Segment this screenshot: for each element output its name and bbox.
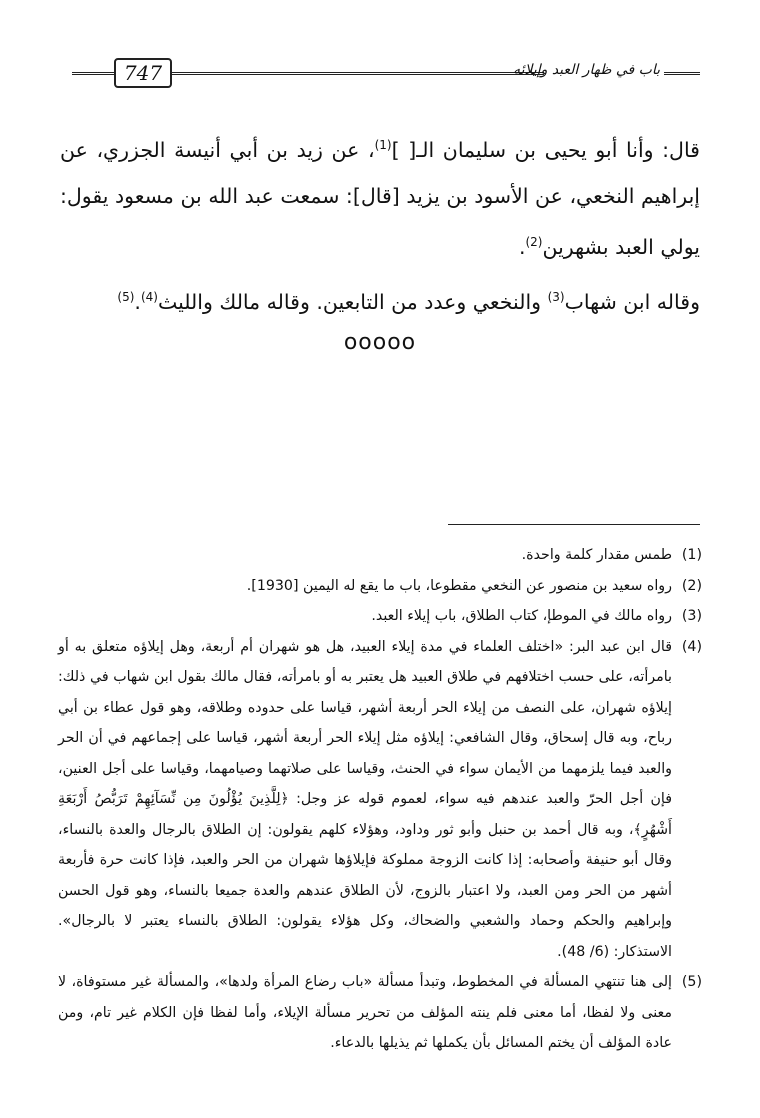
page-header bbox=[72, 58, 700, 92]
paragraph-2-text-a: وقاله ابن شهاب bbox=[564, 289, 700, 314]
footnote-text: طمس مقدار كلمة واحدة. bbox=[521, 547, 672, 563]
main-text bbox=[60, 122, 700, 324]
footnote-ref-3: (3) bbox=[547, 289, 565, 304]
footnote-3 bbox=[58, 601, 702, 632]
footnote-ref-1: (1) bbox=[374, 138, 392, 152]
footnote-text: رواه سعيد بن منصور عن النخعي مقطوعا، باب ما يقع له اليمين [1930]. bbox=[246, 577, 672, 594]
paragraph-1 bbox=[60, 122, 700, 270]
footnote-ref-2: (2) bbox=[525, 234, 543, 249]
footnote-text: إلى هنا تنتهي المسألة في المخطوط، وتبدأ مسألة «باب رضاع المرأة ولدها»، والمسألة غير مستوفاة، لا معنى ولا لفظا، أما معنى فلم ينته المؤلف من تحرير مسألة الإيلاء، وأما لفظا فإن الكلام غير تام، ومن عادة المؤلف أن يختم المسائل بأن يكملها ثم يذيلها بالدعاء. bbox=[58, 974, 672, 1051]
paragraph-1-text-a: قال: وأنا أبو يحيى بن سليمان الـ[ ] bbox=[391, 137, 700, 162]
footnote-ref-5: (5) bbox=[117, 289, 135, 304]
running-title: باب في ظهار العبد وإيلائه bbox=[513, 62, 660, 78]
footnote-number: (3) bbox=[681, 608, 702, 624]
footnote-separator bbox=[448, 524, 700, 525]
footnote-number: (2) bbox=[681, 577, 702, 594]
page-number: 747 bbox=[114, 58, 172, 88]
footnote-number: (4) bbox=[681, 638, 702, 655]
paragraph-1-text-b: ، عن زيد بن أبي أنيسة الجزري، عن إبراهيم النخعي، عن الأسود بن يزيد [قال]: سمعت عبد الله بن مسعود يقول: يولي العبد بشهرين bbox=[60, 137, 700, 259]
footnote-5 bbox=[58, 967, 702, 1059]
header-rule-middle bbox=[172, 72, 544, 75]
paragraph-1-end: . bbox=[518, 234, 526, 259]
section-ornament: ooooo bbox=[343, 330, 417, 355]
footnote-4 bbox=[58, 632, 702, 968]
paragraph-2-text-b: والنخعي وعدد من التابعين. وقاله مالك والليث bbox=[157, 289, 548, 314]
footnote-text: قال ابن عبد البر: «اختلف العلماء في مدة إيلاء العبيد، هل هو شهران أم أربعة، وهل إيلاؤه متعلق به أو بامرأته، على حسب اختلافهم في طلاق العبيد هل يعتبر به أو بامرأته، فقال مالك بقول ابن شهاب في ذلك: إيلاؤه شهران، على النصف من إيلاء الحر أربعة أشهر، قياسا على حدوده وطلاقه، وهو قول عطاء بن أبي رباح، وبه قال إسحاق، وقال الشافعي: إيلاؤه مثل إيلاء الحر أربعة أشهر، قياسا على إجماعهم في أن الحر والعبد فيما يلزمهما من الأيمان سواء في الحنث، وقياسا على صلاتهما وصيامهما، وقياسا على أجل العنين، فإن أجل الحرّ والعبد عندهم فيه سواء، لعموم قوله عز وجل: ﴿لِلَّذِينَ يُؤْلُونَ مِن نِّسَآئِهِمْ تَرَبُّصُ أَرْبَعَةِ أَشْهُرٍ﴾، وبه قال أحمد بن حنبل وأبو ثور وداود، وهؤلاء كلهم يقولون: إن الطلاق بالرجال والعدة بالنساء، وقال أبو حنيفة وأصحابه: إذا كانت الزوجة مملوكة فإيلاؤها شهران من الحر والعبد، فإذا كانت حرة فأربعة أشهر من الحر ومن العبد، ولا اعتبار بالزوج، لأن الطلاق عندهم والعدة جميعا بالنساء، وهو قول الحسن وإبراهيم والحكم وحماد والشعبي والضحاك، وكل هؤلاء يقولون: الطلاق بالنساء يعتبر لا بالرجال». الاستذكار: (6/ 48). bbox=[58, 638, 672, 960]
footnote-1 bbox=[58, 540, 702, 571]
footnote-text: رواه مالك في الموطإ، كتاب الطلاق، باب إيلاء العبد. bbox=[371, 608, 672, 624]
footnotes bbox=[58, 540, 702, 1059]
header-rule-left bbox=[72, 72, 114, 75]
footnote-ref-4: (4) bbox=[140, 289, 158, 304]
header-rule-right bbox=[664, 72, 700, 75]
footnote-2 bbox=[58, 571, 702, 602]
footnote-number: (5) bbox=[681, 974, 702, 990]
paragraph-2-text-c: . bbox=[134, 289, 141, 314]
footnote-number: (1) bbox=[681, 547, 702, 563]
paragraph-2 bbox=[60, 274, 700, 325]
